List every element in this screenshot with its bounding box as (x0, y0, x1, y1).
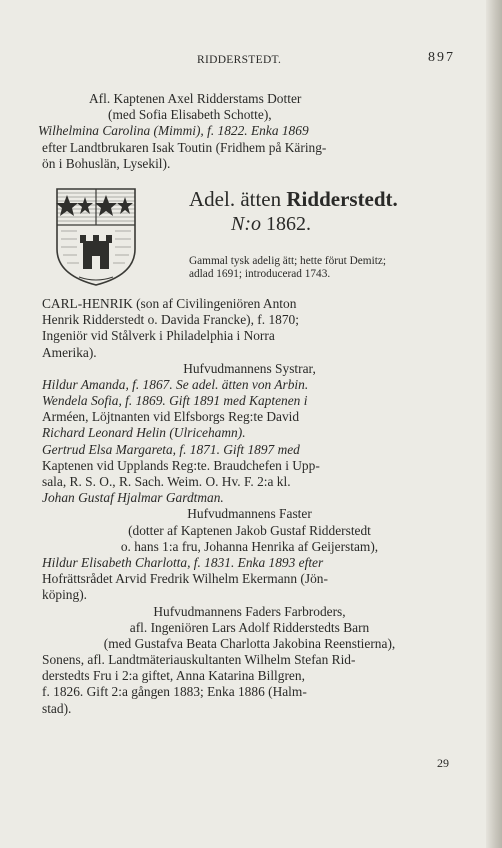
text-line: Hildur Amanda, f. 1867. Se adel. ätten von Arbin. (42, 376, 309, 392)
page-number: 897 (428, 50, 455, 65)
family-title (189, 188, 398, 210)
text-line: köping). (42, 587, 88, 603)
section-heading: Hufvudmannens Systrar, (183, 360, 316, 376)
family-note (189, 255, 386, 282)
text-line: (med Sofia Elisabeth Schotte), (108, 107, 272, 123)
text-line: stad). (42, 700, 72, 716)
header-title: RIDDERSTEDT. (197, 54, 282, 66)
page-edge (486, 0, 502, 848)
family-note-line: Gammal tysk adelig ätt; hette förut Demitz; (189, 254, 387, 267)
signature-folio: 29 (437, 756, 449, 770)
section-heading: Hufvudmannens Faders Farbroders, (153, 603, 346, 619)
text-line: Henrik Ridderstedt o. Davida Francke), f. 1870; (42, 312, 299, 328)
text-line: Gertrud Elsa Margareta, f. 1871. Gift 1897 med (42, 441, 300, 457)
text-line: (dotter af Kaptenen Jakob Gustaf Ridderstedt (128, 522, 371, 538)
text-line: Sonens, afl. Landtmäteriauskultanten Wilhelm Stefan Rid- (42, 652, 356, 668)
text-line: Johan Gustaf Hjalmar Gardtman. (42, 490, 224, 506)
text-line: CARL-HENRIK (son af Civilingeniören Anton (42, 295, 297, 311)
text-line: sala, R. S. O., R. Sach. Weim. O. Hv. F. 2:a kl. (42, 474, 291, 489)
text-line: Ingeniör vid Stålverk i Philadelphia i Norra (42, 328, 275, 344)
family-number (231, 212, 311, 235)
text-line: Wilhelmina Carolina (Mimmi), f. 1822. Enka 1869 (38, 123, 309, 139)
text-line: efter Landtbrukaren Isak Toutin (Fridhem på Käring- (42, 139, 327, 155)
family-note-line: adlad 1691; introducerad 1743. (189, 268, 331, 281)
text-line: Afl. Kaptenen Axel Ridderstams Dotter (89, 91, 302, 106)
text-line: f. 1826. Gift 2:a gången 1883; Enka 1886 (Halm- (42, 684, 307, 700)
text-line: ön i Bohuslän, Lysekil). (42, 155, 171, 171)
family-number-label: N:o (231, 212, 261, 235)
coat-of-arms-icon (49, 183, 143, 288)
running-header (42, 50, 457, 68)
text-line: Richard Leonard Helin (Ulricehamn). (42, 425, 246, 441)
family-number-value: 1862. (266, 212, 311, 235)
page-body (38, 91, 457, 717)
text-line: Hildur Elisabeth Charlotta, f. 1831. Enka 1893 efter (42, 554, 324, 570)
family-heading (42, 179, 457, 290)
family-title-prefix: Adel. ätten (189, 186, 282, 211)
text-line: Wendela Sofia, f. 1869. Gift 1891 med Kaptenen i (42, 393, 308, 409)
text-line: Kaptenen vid Upplands Reg:te. Braudchefen i Upp- (42, 457, 320, 473)
text-line: Amerika). (42, 344, 97, 360)
text-line: Hofrättsrådet Arvid Fredrik Wilhelm Ekermann (Jön- (42, 571, 328, 587)
text-line: Arméen, Löjtnanten vid Elfsborgs Reg:te David (42, 409, 300, 425)
text-line: o. hans 1:a fru, Johanna Henrika af Geijerstam), (120, 538, 379, 554)
text-line: (med Gustafva Beata Charlotta Jakobina Reenstierna), (103, 635, 396, 651)
text-line: derstedts Fru i 2:a giftet, Anna Katarina Billgren, (42, 668, 305, 684)
text-line: afl. Ingeniören Lars Adolf Ridderstedts Barn (129, 619, 370, 635)
section-heading: Hufvudmannens Faster (187, 506, 312, 522)
family-title-name: Ridderstedt. (286, 186, 398, 211)
